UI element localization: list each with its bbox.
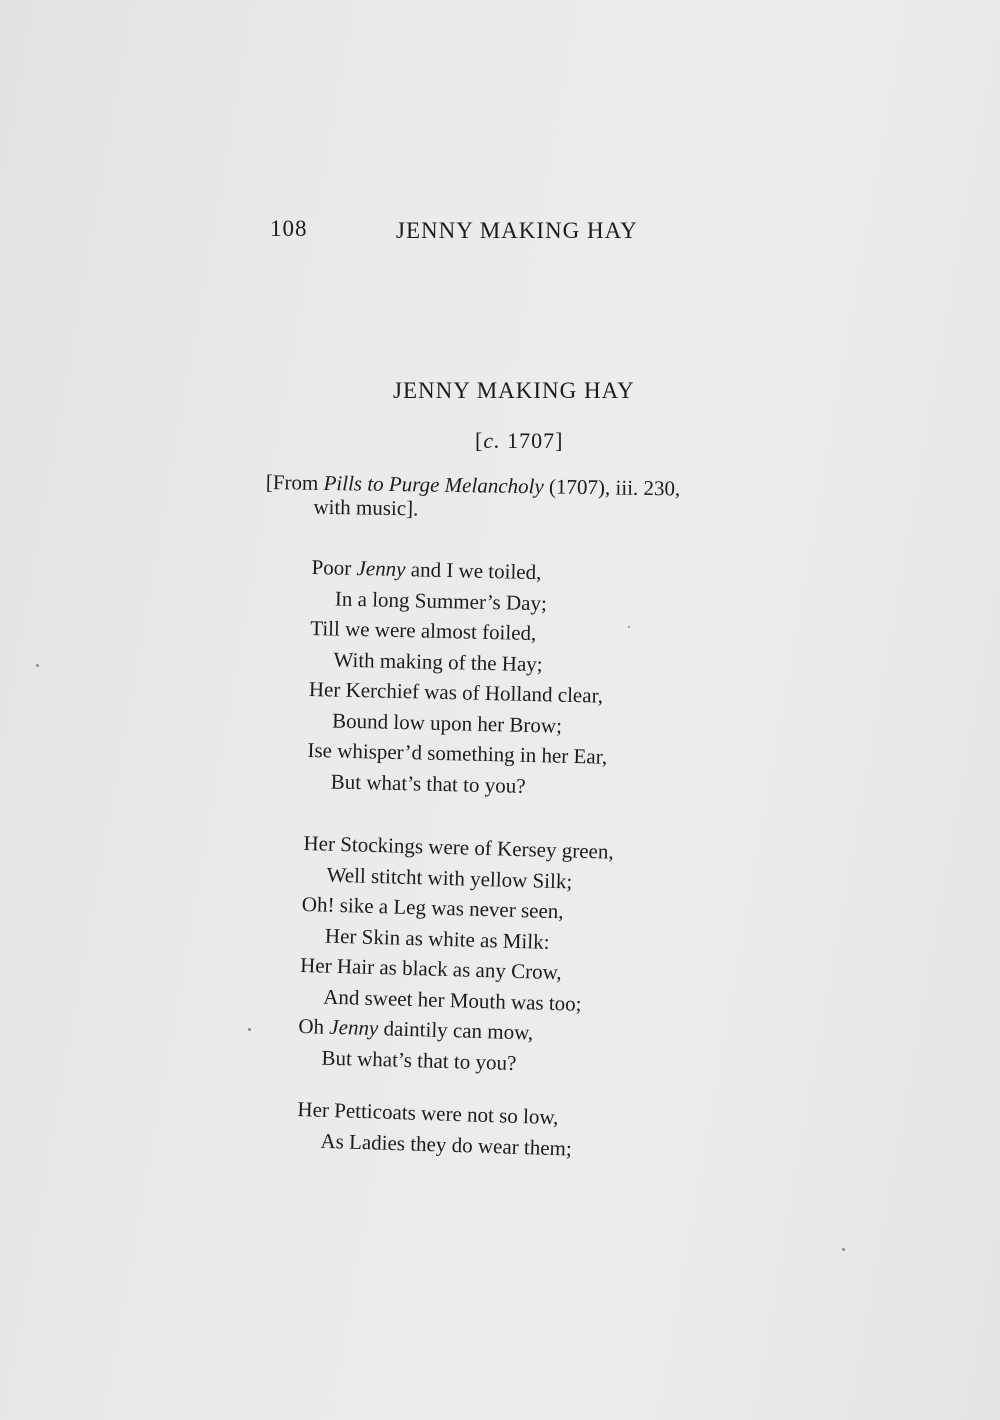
paper-speck bbox=[248, 1028, 251, 1031]
page-number: 108 bbox=[270, 216, 308, 241]
verse-text: and I we toiled, bbox=[405, 557, 542, 585]
paper-speck bbox=[36, 664, 39, 667]
verse-line: Her Stockings were of Kersey green, bbox=[303, 830, 615, 864]
verse-line: And sweet her Mouth was too; bbox=[322, 984, 582, 1016]
date-bracket: [ bbox=[475, 428, 484, 453]
verse-line: Till we were almost foiled, bbox=[310, 615, 537, 646]
verse-text: Oh bbox=[298, 1013, 330, 1039]
running-title: JENNY MAKING HAY bbox=[396, 218, 638, 243]
verse-line: In a long Summer’s Day; bbox=[334, 586, 548, 615]
verse-line: Her Hair as black as any Crow, bbox=[299, 952, 563, 985]
poem-date bbox=[475, 428, 563, 454]
verse-line: With making of the Hay; bbox=[333, 647, 543, 676]
verse-line: Well stitcht with yellow Silk; bbox=[326, 862, 573, 894]
date-year: 1707] bbox=[500, 428, 564, 453]
paper-speck bbox=[842, 1248, 845, 1251]
date-circa: c. bbox=[483, 428, 501, 453]
verse-line: Bound low upon her Brow; bbox=[331, 708, 563, 738]
verse-line: As Ladies they do wear them; bbox=[320, 1128, 573, 1161]
verse-line: But what’s that to you? bbox=[321, 1045, 517, 1075]
poem-title: JENNY MAKING HAY bbox=[393, 378, 635, 403]
verse-name: Jenny bbox=[329, 1014, 379, 1041]
source-detail: (1707), iii. 230, bbox=[543, 474, 681, 501]
stanza-1 bbox=[306, 552, 611, 803]
source-line-2: with music]. bbox=[313, 494, 419, 521]
source-note bbox=[265, 470, 786, 526]
verse-line: Her Skin as white as Milk: bbox=[324, 923, 550, 954]
source-book-title: Pills to Purge Melancholy bbox=[323, 470, 544, 499]
verse-line: Ise whisper’d something in her Ear, bbox=[307, 737, 608, 769]
stanza-2 bbox=[297, 828, 614, 1081]
verse-name: Jenny bbox=[356, 556, 406, 582]
verse-line: Her Kerchief was of Holland clear, bbox=[308, 676, 604, 708]
verse-text: Poor bbox=[311, 554, 357, 581]
verse-line: Her Petticoats were not so low, bbox=[297, 1096, 559, 1130]
verse-line: But what’s that to you? bbox=[330, 768, 526, 798]
verse-line: Oh! sike a Leg was never seen, bbox=[301, 891, 564, 924]
stanza-3 bbox=[296, 1094, 573, 1164]
paper-speck bbox=[628, 626, 630, 628]
source-open: [From bbox=[265, 470, 324, 495]
running-head bbox=[270, 216, 690, 252]
verse-text: daintily can mow, bbox=[377, 1016, 534, 1045]
